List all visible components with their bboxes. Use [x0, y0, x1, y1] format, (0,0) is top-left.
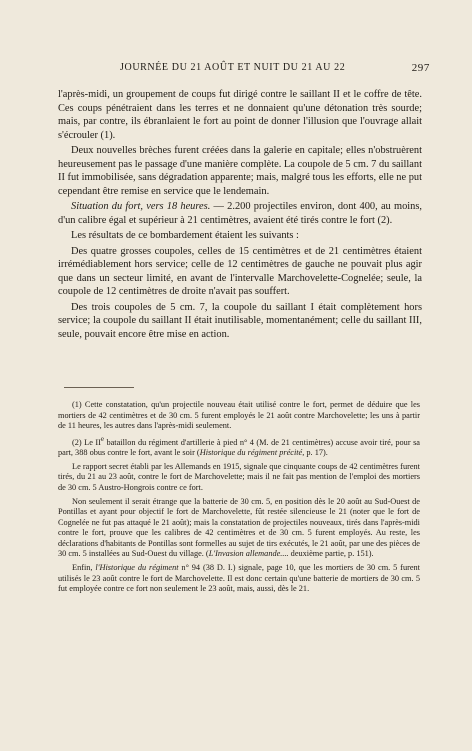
footnote-text: Enfin, — [72, 563, 96, 573]
footnote-text: Non seulement il serait étrange que la batterie de 30 cm. 5, en position dès le 20 août au Sud-Ouest de Pontillas et ayant pour objectif le fort de Marchovelette, fût restée silencieuse le 21 (noter que le fort de Cognelée ne fut pas attaqué le 21 août); mais la constatation de projectiles nouveaux, tirés dans l'après-midi contre le fort, prouve que les calibres de 42 centimètres et de 30 cm. 5 furent employés. Au reste, les déclarations d'habitants de Pontillas sont formelles au sujet de tirs exécutés, le 21 août, par une des pièces de 30 cm. 5 installées au Sud-Ouest du village. ( — [58, 496, 420, 559]
superscript: e — [100, 435, 104, 443]
footnote-text: n° 94 (38 D. I.) signale, page 10, que les mortiers de 30 cm. 5 furent utilisés le 23 août contre le fort de Marchovelette. Il est donc certain qu'une batterie de mortiers de 30 cm. 5 fut employée contre ce fort non seulement le 23 août, mais, aussi, dès le 21. — [58, 563, 420, 594]
citation-italic: Historique du régiment précité — [199, 448, 303, 458]
paragraph: l'après-midi, un groupement de coups fut dirigé contre le saillant II et le coffre de tête. Ces coups pénétraient dans les terres et ne donnaient qu'une détonation très sourde; mais, par contre, ils ébranlaient le fort au point de donner l'illusion que l'ouvrage allait s'écrouler (1). — [58, 89, 422, 141]
paragraph: Des trois coupoles de 5 cm. 7, la coupole du saillant I était complètement hors service; la coupole du saillant II était inutilisable, momentanément; celle du saillant III, seule, pouvait encore être mise en action. — [58, 301, 422, 340]
footnote: Le rapport secret établi par les Allemands en 1915, signale que cinquante coups de 42 centimètres furent tirés, du 21 au 23 août, contre le fort de Marchovelette; mais il ne fait pas mention de l'emploi des mortiers de 30 cm. 5 Austro-Hongrois contre ce fort. — [58, 461, 420, 492]
footnote-text: (2) Le II — [72, 437, 101, 447]
footnote-text: , p. 17). — [302, 448, 328, 458]
running-head: JOURNÉE DU 21 AOÛT ET NUIT DU 21 AU 22 — [120, 62, 346, 73]
page-number: 297 — [411, 62, 430, 74]
page-header — [58, 62, 430, 76]
paragraph-situation — [58, 200, 422, 227]
citation-italic: L'Invasion allemande.... — [208, 549, 289, 559]
main-text — [58, 88, 422, 343]
paragraph: Deux nouvelles brèches furent créées dans la galerie en capitale; elles n'obstruèrent heureusement pas le passage d'une manière complète. La coupole de 5 cm. 7 du saillant II fut immobilisée, sans dégradation apparente; mais, malgré tous les efforts, elle ne put cependant être remise en service que le lendemain. — [58, 145, 422, 197]
footnote-separator — [64, 387, 134, 388]
paragraph-text: — 2.200 projectiles environ, dont 400, au moins, d'un calibre égal et supérieur à 21 centimètres, avaient été tirés contre le fort (2). — [58, 201, 422, 226]
footnotes — [58, 400, 420, 598]
footnote-text: deuxième partie, p. 151). — [288, 549, 374, 559]
paragraph: Des quatre grosses coupoles, celles de 15 centimètres et de 21 centimètres étaient irrémédiablement hors service; celle de 12 centimètres de gauche ne pouvait plus agir que dans un secteur limité, en avant de l'intervalle Marchovelette-Cognelée; seule, la coupole de 12 centimètres de droite n'avait pas souffert. — [58, 245, 422, 297]
footnote — [58, 435, 420, 459]
citation-italic: l'Historique du régiment — [95, 563, 179, 573]
footnote-text: bataillon du régiment d'artillerie à pied n° 4 (M. de 21 centimètres) accuse avoir tiré, pour sa part, 388 obus contre le fort, avant le soir ( — [58, 437, 420, 458]
section-heading-italic: Situation du fort, vers 18 heures. — [71, 201, 211, 212]
footnote: (1) Cette constatation, qu'un projectile nouveau était utilisé contre le fort, permet de déduire que les mortiers de 42 centimètres et de 30 cm. 5 furent employés le 21 août contre Marchovelette; les uns à partir de 11 heures, les autres dans l'après-midi seulement. — [58, 400, 420, 431]
footnote — [58, 497, 420, 561]
paragraph: Les résultats de ce bombardement étaient les suivants : — [71, 230, 299, 241]
footnote — [58, 563, 420, 595]
